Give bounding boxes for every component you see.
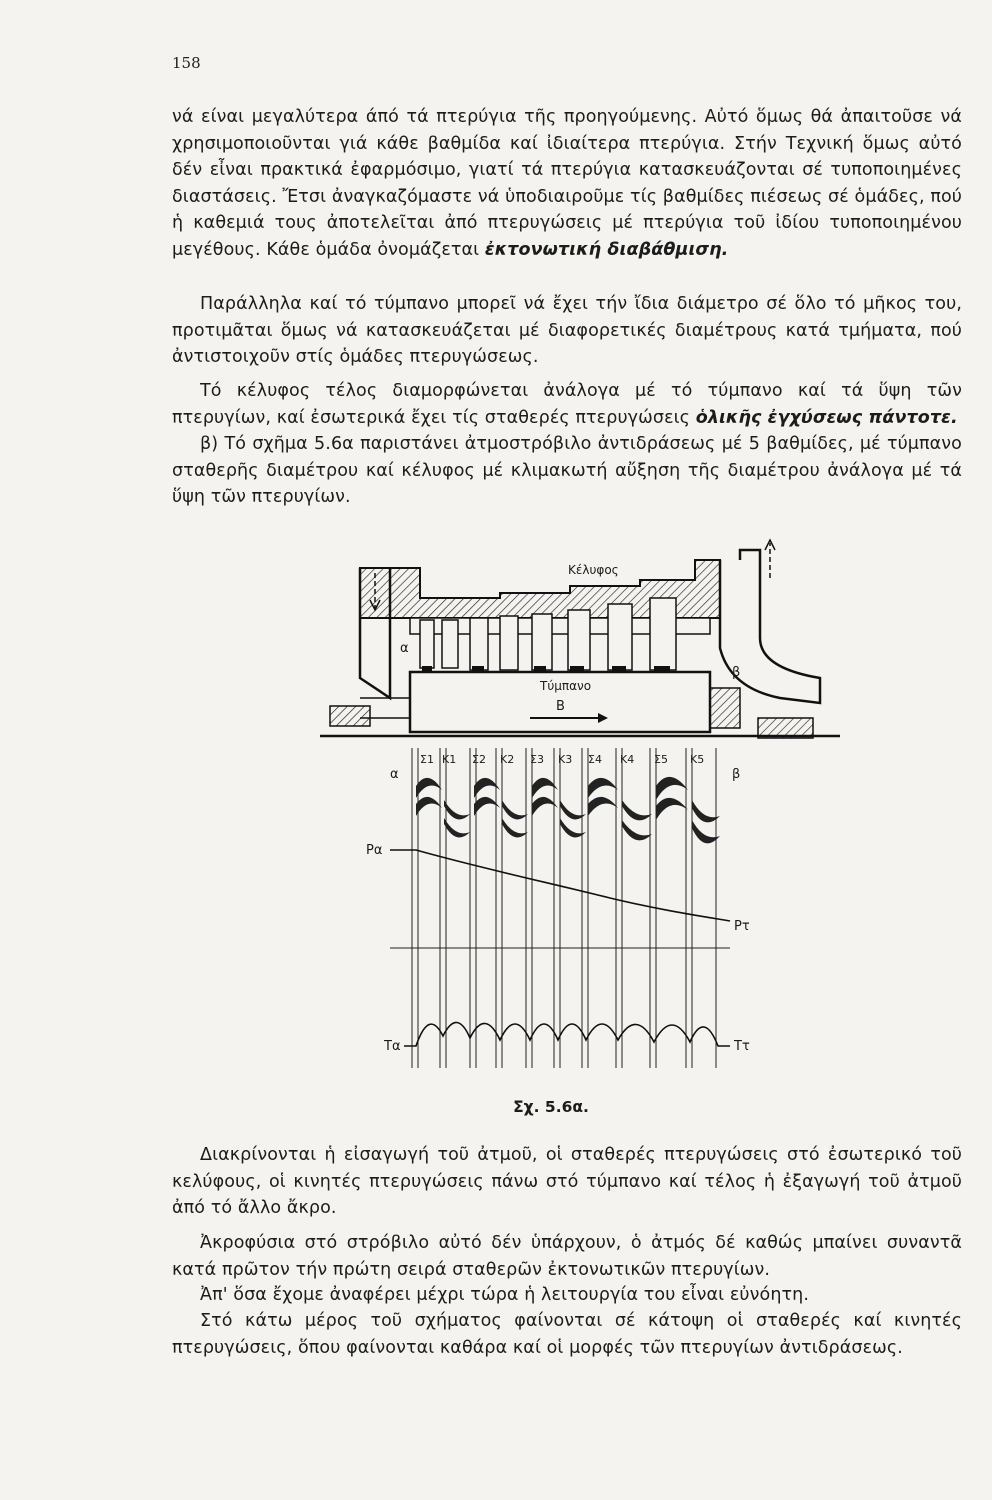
stage-label-s3: Σ3: [530, 753, 544, 766]
paragraph-5: Διακρίνονται ἡ εἰσαγωγή τοῦ ἀτμοῦ, οἱ σταθερές πτερυγώσεις στό ἐσωτερικό τοῦ κελύφους, οἱ κινητές πτερυγώσεις πάνω στό τύμπανο καί τέλος ἡ ἐξαγωγή τοῦ ἀτμοῦ ἀπό τό ἄλλο ἄκρο.: [172, 1145, 962, 1218]
label-casing: Κέλυφος: [568, 563, 619, 577]
label-p-in: Pα: [366, 843, 383, 858]
stage-label-k4: Κ4: [620, 753, 635, 766]
outlet-casing: [720, 550, 820, 703]
stage-grid: [390, 748, 730, 1068]
paragraph-3: [172, 378, 962, 431]
label-p-out: Pτ: [734, 919, 750, 934]
stage-label-k2: Κ2: [500, 753, 515, 766]
figure-caption: Σχ. 5.6α.: [513, 1098, 589, 1116]
label-t-in: Tα: [384, 1039, 401, 1054]
paragraph-1-text: νά είναι μεγαλύτερα άπό τά πτερύγια τῆς προηγούμενης. Αὐτό ὅμως θά ἀπαιτοῦσε νά χρησιμοποιοῦνται γιά κάθε βαθμίδα καί ἰδιαίτερα πτερύγια. Στήν Τεχνική ὅμως αὐτό δέν εἶναι πρακτικά ἐφαρμόσιμο, γιατί τά πτερύγια κατασκευάζονται σέ τυποποιημένες διαστάσεις. Ἔτσι ἀναγκαζόμαστε νά ὑποδιαιροῦμε τίς βαθμίδες πιέσεως σέ ὁμάδες, πού ἡ καθεμιά τους ἀποτελεῖται ἀπό πτερυγώσεις μέ πτερύγια τοῦ ἰδίου τυποποιημένου μεγέθους. Κάθε ὁμάδα ὀνομάζεται: [172, 107, 962, 260]
label-alpha-mid: α: [390, 767, 399, 782]
paragraph-4: β) Τό σχῆμα 5.6α παριστάνει ἀτμοστρόβιλο ἀντιδράσεως μέ 5 βαθμίδες, μέ τύμπανο σταθερῆς διαμέτρου καί κέλυφος μέ κλιμακωτή αὔξηση τῆς διαμέτρου ἀνάλογα μέ τά ὕψη τῶν πτερυγίων.: [172, 434, 962, 507]
page-number: 158: [172, 54, 201, 72]
label-beta-mid: β: [732, 767, 741, 782]
stage-label-s5: Σ5: [654, 753, 668, 766]
paragraph-6: Ἀκροφύσια στό στρόβιλο αὐτό δέν ὑπάρχουν, ὁ ἀτμός δέ καθώς μπαίνει συναντᾶ κατά πρῶτον τήν πρώτη σειρά σταθερῶν ἐκτονωτικῶν πτερυγίων.: [172, 1233, 962, 1280]
paragraph-7: Ἀπ' ὅσα ἔχομε ἀναφέρει μέχρι τώρα ἡ λειτουργία του εἶναι εὐνόητη.: [200, 1285, 810, 1305]
stage-label-s2: Σ2: [472, 753, 486, 766]
paragraph-3-text: Τό κέλυφος τέλος διαμορφώνεται ἀνάλογα μέ τό τύμπανο καί τά ὕψη τῶν πτερυγίων, καί ἐσωτερικά ἔχει τίς σταθερές πτερυγώσεις: [172, 381, 962, 428]
label-alpha-top: α: [400, 641, 409, 656]
stage-label-k5: Κ5: [690, 753, 705, 766]
paragraph-2: Παράλληλα καί τό τύμπανο μπορεῖ νά ἔχει τήν ἴδια διάμετρο σέ ὅλο τό μῆκος του, προτιμᾶται ὅμως νά κατασκευάζεται μέ διαφορετικές διαμέτρους κατά τμήματα, πού ἀντιστοιχοῦν στίς ὁμάδες πτερυγώσεως.: [172, 294, 962, 367]
stage-label-k3: Κ3: [558, 753, 573, 766]
label-drum: Τύμπανο: [540, 679, 592, 693]
term-full-admission: ὁλικῆς ἐγχύσεως πάντοτε.: [695, 407, 958, 428]
turbine-figure: [320, 538, 840, 1098]
term-expansion-staging: ἐκτονωτική διαβάθμιση.: [484, 239, 729, 260]
paragraph-1: [172, 104, 962, 263]
stage-label-k1: Κ1: [442, 753, 457, 766]
stage-label-s1: Σ1: [420, 753, 434, 766]
stage-label-s4: Σ4: [588, 753, 602, 766]
label-flow: Β: [556, 699, 565, 714]
temperature-curve: [404, 1022, 730, 1046]
turbine-diagram: [320, 538, 840, 1098]
paragraph-8: Στό κάτω μέρος τοῦ σχήματος φαίνονται σέ κάτοψη οἱ σταθερές καί κινητές πτερυγώσεις, ὅπου φαίνονται καθάρα καί οἱ μορφές τῶν πτερυγίων ἀντιδράσεως.: [172, 1311, 962, 1358]
blade-profiles: [416, 777, 720, 843]
label-t-out: Tτ: [734, 1039, 750, 1054]
label-beta-top: β: [732, 665, 741, 680]
